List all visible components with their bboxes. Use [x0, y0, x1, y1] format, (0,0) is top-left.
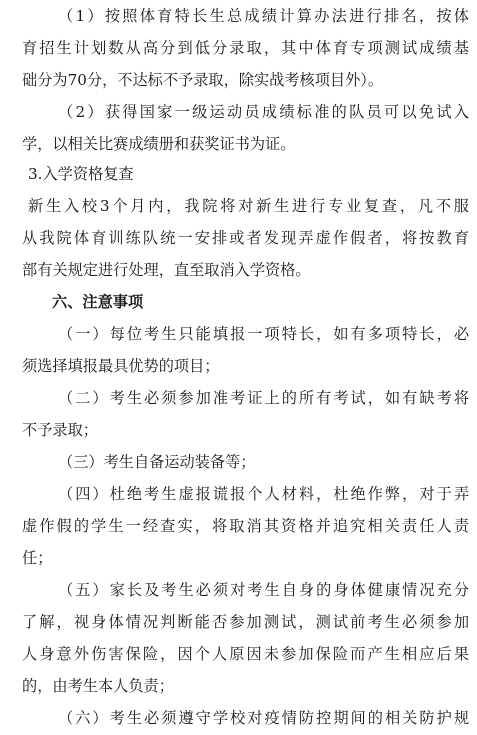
- text-line: 新生入校3个月内，我院将对新生进行专业复查，凡不服: [28, 197, 469, 215]
- text-line: 了解，视身体情况判断能否参加测试，测试前考生必须参加: [22, 613, 469, 631]
- text-line: 不予录取；: [22, 421, 98, 439]
- text-line: （四）杜绝考生虚报谎报个人材料，杜绝作弊，对于弄: [58, 485, 469, 503]
- text-line: 育招生计划数从高分到低分录取，其中体育专项测试成绩基: [22, 39, 469, 57]
- text-line: （一）每位考生只能填报一项特长，如有多项特长，必: [58, 325, 469, 343]
- text-line: （六）考生必须遵守学校对疫情防控期间的相关防护规: [58, 709, 469, 727]
- text-line: 学，以相关比赛成绩册和获奖证书为证。: [22, 135, 296, 153]
- section-heading: 3.入学资格复查: [28, 165, 134, 183]
- text-line: （2）获得国家一级运动员成绩标准的队员可以免试入: [58, 103, 469, 121]
- text-line: 的，由考生本人负责；: [22, 677, 174, 695]
- text-line: 任；: [22, 549, 53, 567]
- text-line: （二）考生必须参加准考证上的所有考试，如有缺考将: [58, 389, 469, 407]
- text-line: 人身意外伤害保险，因个人原因未参加保险而产生相应后果: [22, 645, 469, 663]
- text-line: 须选择填报最具优势的项目；: [22, 357, 220, 375]
- text-line: 从我院体育训练队统一安排或者发现弄虚作假者，将按教育: [22, 229, 469, 247]
- text-line: （三）考生自备运动装备等；: [58, 453, 256, 471]
- text-line: （1）按照体育特长生总成绩计算办法进行排名，按体: [58, 7, 469, 25]
- text-line: （五）家长及考生必须对考生自身的身体健康情况充分: [58, 581, 469, 599]
- section-heading: 六、注意事项: [52, 293, 144, 311]
- text-line: 虚作假的学生一经查实，将取消其资格并追究相关责任人责: [22, 517, 469, 535]
- text-line: 部有关规定进行处理，直至取消入学资格。: [22, 261, 311, 279]
- text-line: 础分为70分，不达标不予录取，除实战考核项目外）。: [22, 71, 384, 89]
